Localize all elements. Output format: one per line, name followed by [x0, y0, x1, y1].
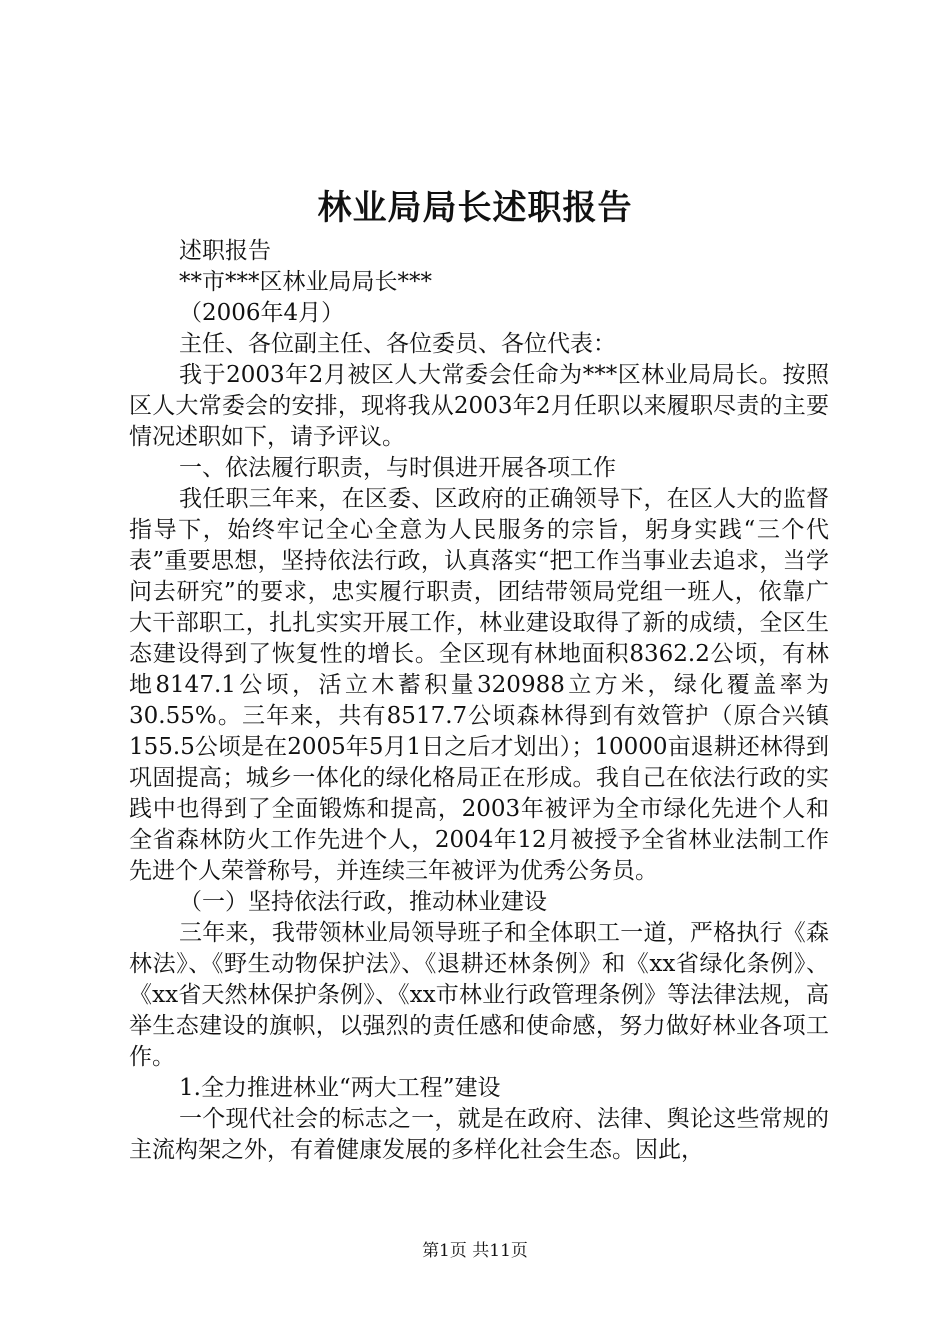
document-title: 林业局局长述职报告 — [317, 188, 633, 228]
body-paragraph: 我于2003年2月被区人大常委会任命为***区林业局局长。按照区人大常委会的安排，现将我从2003年2月任职以来履职尽责的主要情况述职如下，请予评议。 — [129, 362, 829, 450]
body-paragraph: 三年来，我带领林业局领导班子和全体职工一道，严格执行《森林法》、《野生动物保护法》、《退耕还林条例》和《xx省绿化条例》、《xx省天然林保护条例》、《xx市林业行政管理条例》等法律法规，高举生态建设的旗帜，以强烈的责任感和使命感，努力做好林业各项工作。 — [129, 920, 829, 1070]
body-paragraph: 一个现代社会的标志之一，就是在政府、法律、舆论这些常规的主流构架之外，有着健康发展的多样化社会生态。因此， — [129, 1106, 829, 1163]
subtitle-line: 述职报告 — [179, 238, 271, 264]
page-number: 第1页 共11页 — [422, 1241, 528, 1261]
item-heading: 1.全力推进林业“两大工程”建设 — [179, 1075, 501, 1101]
section-heading: 一、依法履行职责，与时俱进开展各项工作 — [179, 455, 616, 481]
body-paragraph: 我任职三年来，在区委、区政府的正确领导下，在区人大的监督指导下，始终牢记全心全意为人民服务的宗旨，躬身实践“三个代表”重要思想，坚持依法行政，认真落实“把工作当事业去追求，当学问去研究”的要求，忠实履行职责，团结带领局党组一班人，依靠广大干部职工，扎扎实实开展工作，林业建设取得了新的成绩，全区生态建设得到了恢复性的增长。全区现有林地面积8362.2公顷，有林地8147.1公顷，活立木蓄积量320988立方米，绿化覆盖率为30.55%。三年来，共有8517.7公顷森林得到有效管护（原合兴镇155.5公顷是在2005年5月1日之后才划出）；10000亩退耕还林得到巩固提高；城乡一体化的绿化格局正在形成。我自己在依法行政的实践中也得到了全面锻炼和提高，2003年被评为全市绿化先进个人和全省森林防火工作先进个人，2004年12月被授予全省林业法制工作先进个人荣誉称号，并连续三年被评为优秀公务员。 — [129, 486, 829, 884]
salutation: 主任、各位副主任、各位委员、各位代表： — [179, 331, 616, 357]
document-body — [129, 236, 829, 1166]
date-line: （2006年4月） — [179, 300, 345, 326]
subsection-heading: （一）坚持依法行政，推动林业建设 — [179, 889, 547, 915]
author-line: **市***区林业局局长*** — [179, 269, 432, 295]
